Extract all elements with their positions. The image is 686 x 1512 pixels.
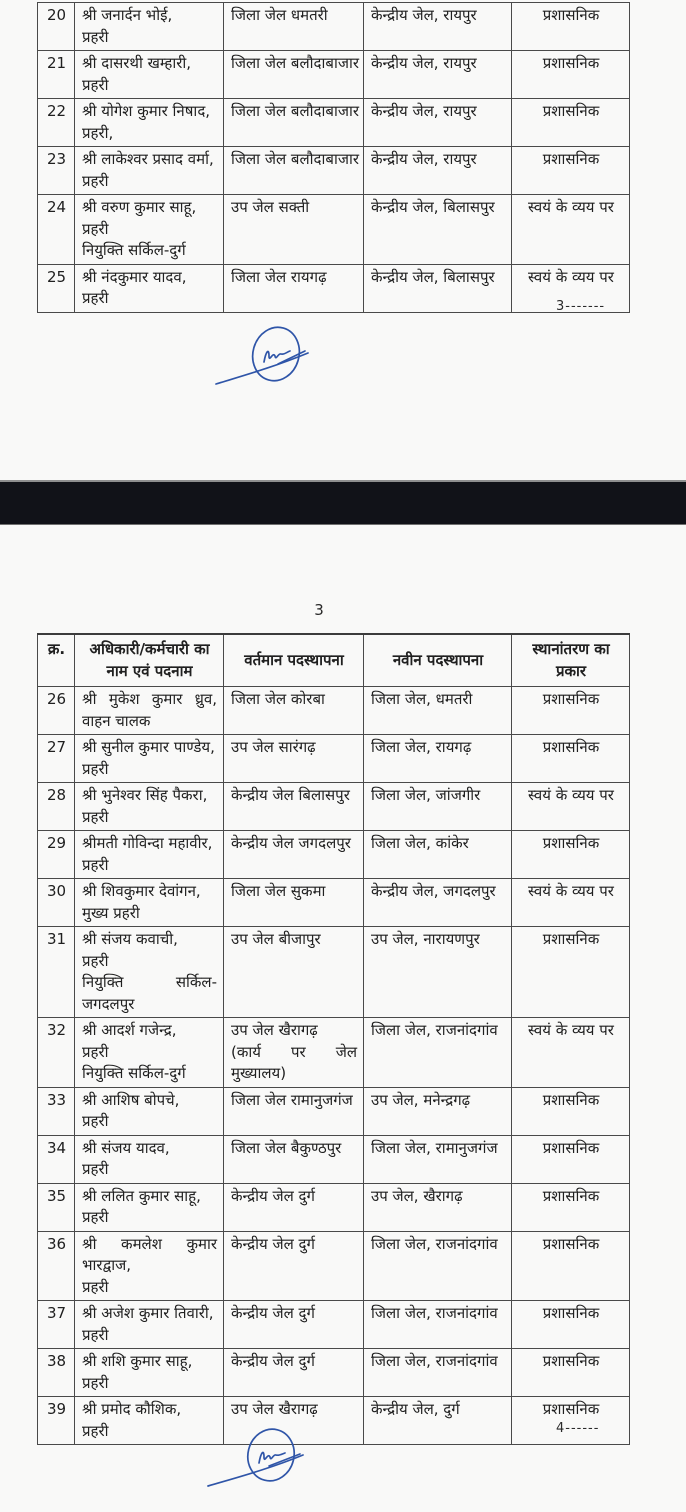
- serial-number-cell: 27: [38, 735, 75, 783]
- cell-text-line: केन्द्रीय जेल, रायपुर: [371, 102, 477, 120]
- cell-text-line: केन्द्रीय जेल बिलासपुर: [231, 786, 350, 804]
- serial-number-cell: 34: [38, 1135, 75, 1183]
- new-posting-cell: [364, 1301, 512, 1349]
- cell-text-line: केन्द्रीय जेल, जगदलपुर: [371, 882, 496, 900]
- cell-text-line: प्रहरी: [82, 27, 109, 46]
- name-designation-cell: [75, 264, 224, 312]
- cell-text-line: जिला जेल, धमतरी: [371, 690, 473, 708]
- transfer-type-cell: [512, 927, 630, 1018]
- cell-text-line: प्रहरी: [82, 1160, 109, 1178]
- cell-text-line: केन्द्रीय जेल जगदलपुर: [231, 834, 351, 852]
- transfer-type-cell: [512, 831, 630, 879]
- transfer-type-cell: [512, 735, 630, 783]
- name-designation-cell: [75, 99, 224, 147]
- name-designation-cell: [75, 687, 224, 735]
- cell-text-line: केन्द्रीय जेल, बिलासपुर: [371, 267, 495, 286]
- serial-number-cell: 20: [38, 3, 75, 51]
- column-header-transfer-type: [512, 634, 630, 687]
- current-posting-cell: [224, 195, 364, 265]
- cell-text-line: प्रहरी: [82, 1373, 109, 1392]
- cell-text-line: नियुक्ति सर्किल-दुर्ग: [82, 241, 186, 259]
- table-row: [38, 1349, 630, 1397]
- serial-number-cell: 39: [38, 1397, 75, 1445]
- cell-text-line: प्रहरी: [82, 1421, 109, 1440]
- transfer-type-cell: [512, 687, 630, 735]
- new-posting-cell: [364, 147, 512, 195]
- cell-text-line: जिला जेल बलौदाबाजार: [231, 150, 359, 168]
- cell-text-line: जिला जेल, राजनांदगांव: [371, 1234, 498, 1253]
- table-row: [38, 147, 630, 195]
- cell-text-line: श्री योगेश कुमार निषाद,: [82, 102, 211, 120]
- transfer-type-cell: [512, 1349, 630, 1397]
- cell-text-line: उप जेल खैरागढ़: [231, 1021, 318, 1039]
- cell-text-line: प्रशासनिक: [542, 6, 600, 24]
- serial-number-cell: 33: [38, 1087, 75, 1135]
- cell-text-line: श्री सुनील कुमार पाण्डेय,: [82, 738, 215, 756]
- cell-text-line: श्री मुकेश कुमार ध्रुव,: [82, 690, 217, 708]
- name-designation-cell: [75, 1183, 224, 1231]
- cell-text-line: केन्द्रीय जेल, रायपुर: [371, 54, 477, 72]
- current-posting-cell: [224, 1231, 364, 1301]
- cell-text-line: जिला जेल, जांजगीर: [371, 786, 481, 804]
- cell-text-line: प्रशासनिक: [542, 1186, 600, 1205]
- cell-text-line: नियुक्ति सर्किल-: [82, 973, 217, 991]
- cell-text-line: प्रहरी: [82, 289, 109, 307]
- cell-text-line: जिला जेल बलौदाबाजार: [231, 102, 359, 120]
- table-row: [38, 687, 630, 735]
- column-header-new-posting: नवीन पदस्थापना: [364, 634, 512, 687]
- serial-number-cell: 24: [38, 195, 75, 265]
- table-row: [38, 927, 630, 1018]
- new-posting-cell: [364, 783, 512, 831]
- new-posting-cell: [364, 1231, 512, 1301]
- header-line: स्थानांतरण का: [532, 640, 610, 658]
- new-posting-cell: [364, 1018, 512, 1088]
- table-row: [38, 735, 630, 783]
- cell-text-line: प्रशासनिक: [542, 1304, 600, 1322]
- table-row: [38, 195, 630, 265]
- cell-text-line: प्रशासनिक: [542, 834, 600, 852]
- cell-text-line: श्री दासरथी खम्हारी,: [82, 54, 192, 72]
- cell-text-line: जिला जेल कोरबा: [231, 690, 325, 708]
- page-continuation-marker: 3-------: [556, 299, 606, 314]
- cell-text-line: श्री भुनेश्वर सिंह पैकरा,: [82, 786, 208, 804]
- page-3: [0, 523, 686, 1512]
- cell-text-line: जिला जेल बलौदाबाजार: [231, 54, 359, 72]
- table-row: [38, 264, 630, 312]
- cell-text-line: प्रहरी: [82, 1112, 109, 1130]
- name-designation-cell: [75, 1231, 224, 1301]
- current-posting-cell: [224, 1018, 364, 1088]
- current-posting-cell: [224, 831, 364, 879]
- table-row: [38, 51, 630, 99]
- new-posting-cell: [364, 927, 512, 1018]
- name-designation-cell: [75, 1349, 224, 1397]
- table-row: [38, 831, 630, 879]
- serial-number-cell: 25: [38, 264, 75, 312]
- cell-text-line: प्रहरी: [82, 75, 109, 94]
- serial-number-cell: 38: [38, 1349, 75, 1397]
- cell-text-line: केन्द्रीय जेल, बिलासपुर: [371, 198, 495, 216]
- new-posting-cell: [364, 687, 512, 735]
- new-posting-cell: [364, 3, 512, 51]
- cell-text-line: प्रशासनिक: [542, 1138, 600, 1157]
- transfer-type-cell: [512, 1183, 630, 1231]
- table-row: [38, 1018, 630, 1088]
- new-posting-cell: [364, 1349, 512, 1397]
- cell-text-line: जिला जेल बैकुण्ठपुर: [231, 1138, 342, 1157]
- current-posting-cell: [224, 99, 364, 147]
- cell-text-line: उप जेल सारंगढ़: [231, 738, 316, 756]
- cell-text-line: प्रशासनिक: [542, 54, 600, 72]
- transfer-type-cell: [512, 1018, 630, 1088]
- transfer-table-page-2: [37, 2, 630, 313]
- cell-text-line: जगदलपुर: [82, 994, 135, 1013]
- cell-text-line: श्री कमलेश कुमार: [82, 1234, 217, 1253]
- cell-text-line: श्री आशिष बोपचे,: [82, 1090, 180, 1109]
- transfer-type-cell: [512, 1231, 630, 1301]
- table-row: [38, 99, 630, 147]
- current-posting-cell: [224, 1135, 364, 1183]
- cell-text-line: श्री संजय यादव,: [82, 1138, 170, 1157]
- current-posting-cell: [224, 687, 364, 735]
- cell-text-line: जिला जेल रायगढ़: [231, 267, 327, 286]
- cell-text-line: स्वयं के व्यय पर: [528, 1021, 614, 1039]
- cell-text-line: प्रहरी: [82, 1042, 109, 1061]
- serial-number-cell: 26: [38, 687, 75, 735]
- cell-text-line: जिला जेल, रामानुजगंज: [371, 1138, 498, 1157]
- current-posting-cell: [224, 783, 364, 831]
- name-designation-cell: [75, 1018, 224, 1088]
- transfer-type-cell: [512, 1087, 630, 1135]
- page-number: 3: [314, 601, 324, 619]
- cell-text-line: श्री प्रमोद कौशिक,: [82, 1400, 182, 1418]
- transfer-type-cell: [512, 3, 630, 51]
- cell-text-line: वाहन चालक: [82, 711, 151, 730]
- column-header-name: [75, 634, 224, 687]
- page-continuation-marker: 4------: [556, 1421, 600, 1436]
- serial-number-cell: 22: [38, 99, 75, 147]
- table-row: [38, 1135, 630, 1183]
- cell-text-line: जिला जेल, रायगढ़: [371, 738, 472, 756]
- serial-number-cell: 30: [38, 879, 75, 927]
- current-posting-cell: [224, 1183, 364, 1231]
- cell-text-line: प्रशासनिक: [542, 930, 600, 948]
- table-header-row: [38, 634, 630, 687]
- table-row: [38, 1183, 630, 1231]
- name-designation-cell: [75, 831, 224, 879]
- cell-text-line: प्रहरी: [82, 1208, 109, 1226]
- cell-text-line: प्रहरी: [82, 855, 109, 874]
- new-posting-cell: [364, 51, 512, 99]
- cell-text-line: श्री शिवकुमार देवांगन,: [82, 882, 201, 900]
- cell-text-line: जिला जेल रामानुजगंज: [231, 1090, 353, 1109]
- serial-number-cell: 32: [38, 1018, 75, 1088]
- new-posting-cell: [364, 831, 512, 879]
- cell-text-line: स्वयं के व्यय पर: [528, 267, 614, 286]
- serial-number-cell: 23: [38, 147, 75, 195]
- serial-number-cell: 29: [38, 831, 75, 879]
- cell-text-line: केन्द्रीय जेल, रायपुर: [371, 6, 477, 24]
- table-row: [38, 1397, 630, 1445]
- serial-number-cell: 35: [38, 1183, 75, 1231]
- cell-text-line: प्रहरी: [82, 1277, 109, 1296]
- signature-2: [205, 1428, 317, 1490]
- cell-text-line: प्रहरी: [82, 807, 109, 826]
- cell-text-line: मुख्य प्रहरी: [82, 903, 140, 922]
- name-designation-cell: [75, 927, 224, 1018]
- table-row: [38, 879, 630, 927]
- new-posting-cell: [364, 879, 512, 927]
- cell-text-line: उप जेल, खैरागढ़: [371, 1186, 463, 1205]
- new-posting-cell: [364, 735, 512, 783]
- transfer-type-cell: [512, 879, 630, 927]
- cell-text-line: नियुक्ति सर्किल-दुर्ग: [82, 1064, 186, 1082]
- cell-text-line: प्रहरी: [82, 219, 109, 238]
- table-row: [38, 783, 630, 831]
- cell-text-line: श्री अजेश कुमार तिवारी,: [82, 1304, 214, 1322]
- cell-text-line: श्री लाकेश्वर प्रसाद वर्मा,: [82, 150, 214, 168]
- current-posting-cell: [224, 735, 364, 783]
- new-posting-cell: [364, 99, 512, 147]
- page-divider-band: [0, 480, 686, 525]
- new-posting-cell: [364, 264, 512, 312]
- current-posting-cell: [224, 879, 364, 927]
- cell-text-line: प्रहरी: [82, 1325, 109, 1344]
- serial-number-cell: 21: [38, 51, 75, 99]
- cell-text-line: उप जेल, नारायणपुर: [371, 930, 480, 948]
- cell-text-line: केन्द्रीय जेल दुर्ग: [231, 1352, 315, 1370]
- current-posting-cell: [224, 264, 364, 312]
- cell-text-line: केन्द्रीय जेल, रायपुर: [371, 150, 477, 168]
- name-designation-cell: [75, 735, 224, 783]
- new-posting-cell: [364, 1183, 512, 1231]
- cell-text-line: श्री वरुण कुमार साहू,: [82, 198, 197, 216]
- cell-text-line: प्रशासनिक: [542, 102, 600, 120]
- table-row: [38, 1231, 630, 1301]
- column-header-current-posting: वर्तमान पदस्थापना: [224, 634, 364, 687]
- table-row: [38, 3, 630, 51]
- current-posting-cell: [224, 1349, 364, 1397]
- transfer-table-page-3: [37, 633, 630, 1445]
- cell-text-line: भारद्वाज,: [82, 1256, 131, 1274]
- cell-text-line: केन्द्रीय जेल दुर्ग: [231, 1186, 315, 1205]
- name-designation-cell: [75, 3, 224, 51]
- cell-text-line: केन्द्रीय जेल, दुर्ग: [371, 1400, 460, 1418]
- signature-1: [212, 324, 322, 388]
- cell-text-line: उप जेल, मनेन्द्रगढ़: [371, 1090, 471, 1109]
- name-designation-cell: [75, 1301, 224, 1349]
- serial-number-cell: 31: [38, 927, 75, 1018]
- current-posting-cell: [224, 1301, 364, 1349]
- cell-text-line: जिला जेल, राजनांदगांव: [371, 1352, 498, 1370]
- cell-text-line: प्रशासनिक: [542, 1352, 600, 1370]
- cell-text-line: प्रहरी,: [82, 123, 114, 142]
- transfer-type-cell: [512, 147, 630, 195]
- cell-text-line: प्रशासनिक: [542, 738, 600, 756]
- table-row: [38, 1301, 630, 1349]
- transfer-type-cell: [512, 99, 630, 147]
- serial-number-cell: 37: [38, 1301, 75, 1349]
- cell-text-line: श्री आदर्श गजेन्द्र,: [82, 1021, 177, 1039]
- cell-text-line: जिला जेल सुकमा: [231, 882, 326, 900]
- column-header-serial: क्र.: [38, 634, 75, 687]
- cell-text-line: उप जेल खैरागढ़: [231, 1400, 318, 1418]
- transfer-type-cell: [512, 1301, 630, 1349]
- cell-text-line: स्वयं के व्यय पर: [528, 882, 614, 900]
- cell-text-line: श्री नंदकुमार यादव,: [82, 267, 187, 286]
- current-posting-cell: [224, 927, 364, 1018]
- current-posting-cell: [224, 51, 364, 99]
- header-line: नाम एवं पदनाम: [106, 661, 193, 680]
- header-line: प्रकार: [555, 661, 587, 680]
- cell-text-line: प्रहरी: [82, 171, 109, 190]
- cell-text-line: स्वयं के व्यय पर: [528, 786, 614, 804]
- cell-text-line: जिला जेल धमतरी: [231, 6, 328, 24]
- name-designation-cell: [75, 879, 224, 927]
- cell-text-line: प्रशासनिक: [542, 1400, 600, 1418]
- current-posting-cell: [224, 147, 364, 195]
- transfer-type-cell: [512, 1135, 630, 1183]
- transfer-type-cell: [512, 195, 630, 265]
- current-posting-cell: [224, 3, 364, 51]
- cell-text-line: प्रशासनिक: [542, 1234, 600, 1253]
- new-posting-cell: [364, 1135, 512, 1183]
- name-designation-cell: [75, 147, 224, 195]
- header-line: अधिकारी/कर्मचारी का: [89, 640, 210, 658]
- cell-text-line: श्री संजय कवाची,: [82, 930, 178, 948]
- new-posting-cell: [364, 195, 512, 265]
- cell-text-line: मुख्यालय): [231, 1064, 287, 1082]
- cell-text-line: प्रशासनिक: [542, 1090, 600, 1109]
- cell-text-line: प्रशासनिक: [542, 150, 600, 168]
- new-posting-cell: [364, 1397, 512, 1445]
- name-designation-cell: [75, 51, 224, 99]
- cell-text-line: उप जेल बीजापुर: [231, 930, 321, 948]
- transfer-type-cell: [512, 51, 630, 99]
- cell-text-line: श्री जनार्दन भोई,: [82, 6, 173, 24]
- cell-text-line: केन्द्रीय जेल दुर्ग: [231, 1234, 315, 1253]
- cell-text-line: उप जेल सक्ती: [231, 198, 310, 216]
- cell-text-line: जिला जेल, राजनांदगांव: [371, 1304, 498, 1322]
- name-designation-cell: [75, 1397, 224, 1445]
- cell-text-line: (कार्य पर जेल: [231, 1042, 357, 1061]
- cell-text-line: केन्द्रीय जेल दुर्ग: [231, 1304, 315, 1322]
- name-designation-cell: [75, 783, 224, 831]
- cell-text-line: प्रहरी: [82, 759, 109, 778]
- page-2-fragment: [0, 0, 686, 480]
- name-designation-cell: [75, 1087, 224, 1135]
- cell-text-line: श्री शशि कुमार साहू,: [82, 1352, 193, 1370]
- serial-number-cell: 28: [38, 783, 75, 831]
- cell-text-line: स्वयं के व्यय पर: [528, 198, 614, 216]
- name-designation-cell: [75, 195, 224, 265]
- cell-text-line: प्रहरी: [82, 951, 109, 970]
- signature-ink-icon: [205, 1428, 317, 1490]
- cell-text-line: श्री ललित कुमार साहू,: [82, 1186, 201, 1205]
- cell-text-line: प्रशासनिक: [542, 690, 600, 708]
- new-posting-cell: [364, 1087, 512, 1135]
- current-posting-cell: [224, 1087, 364, 1135]
- cell-text-line: जिला जेल, कांकेर: [371, 834, 469, 852]
- table-row: [38, 1087, 630, 1135]
- signature-ink-icon: [212, 324, 322, 388]
- name-designation-cell: [75, 1135, 224, 1183]
- cell-text-line: जिला जेल, राजनांदगांव: [371, 1021, 498, 1039]
- serial-number-cell: 36: [38, 1231, 75, 1301]
- cell-text-line: श्रीमती गोविन्दा महावीर,: [82, 834, 213, 852]
- transfer-type-cell: [512, 783, 630, 831]
